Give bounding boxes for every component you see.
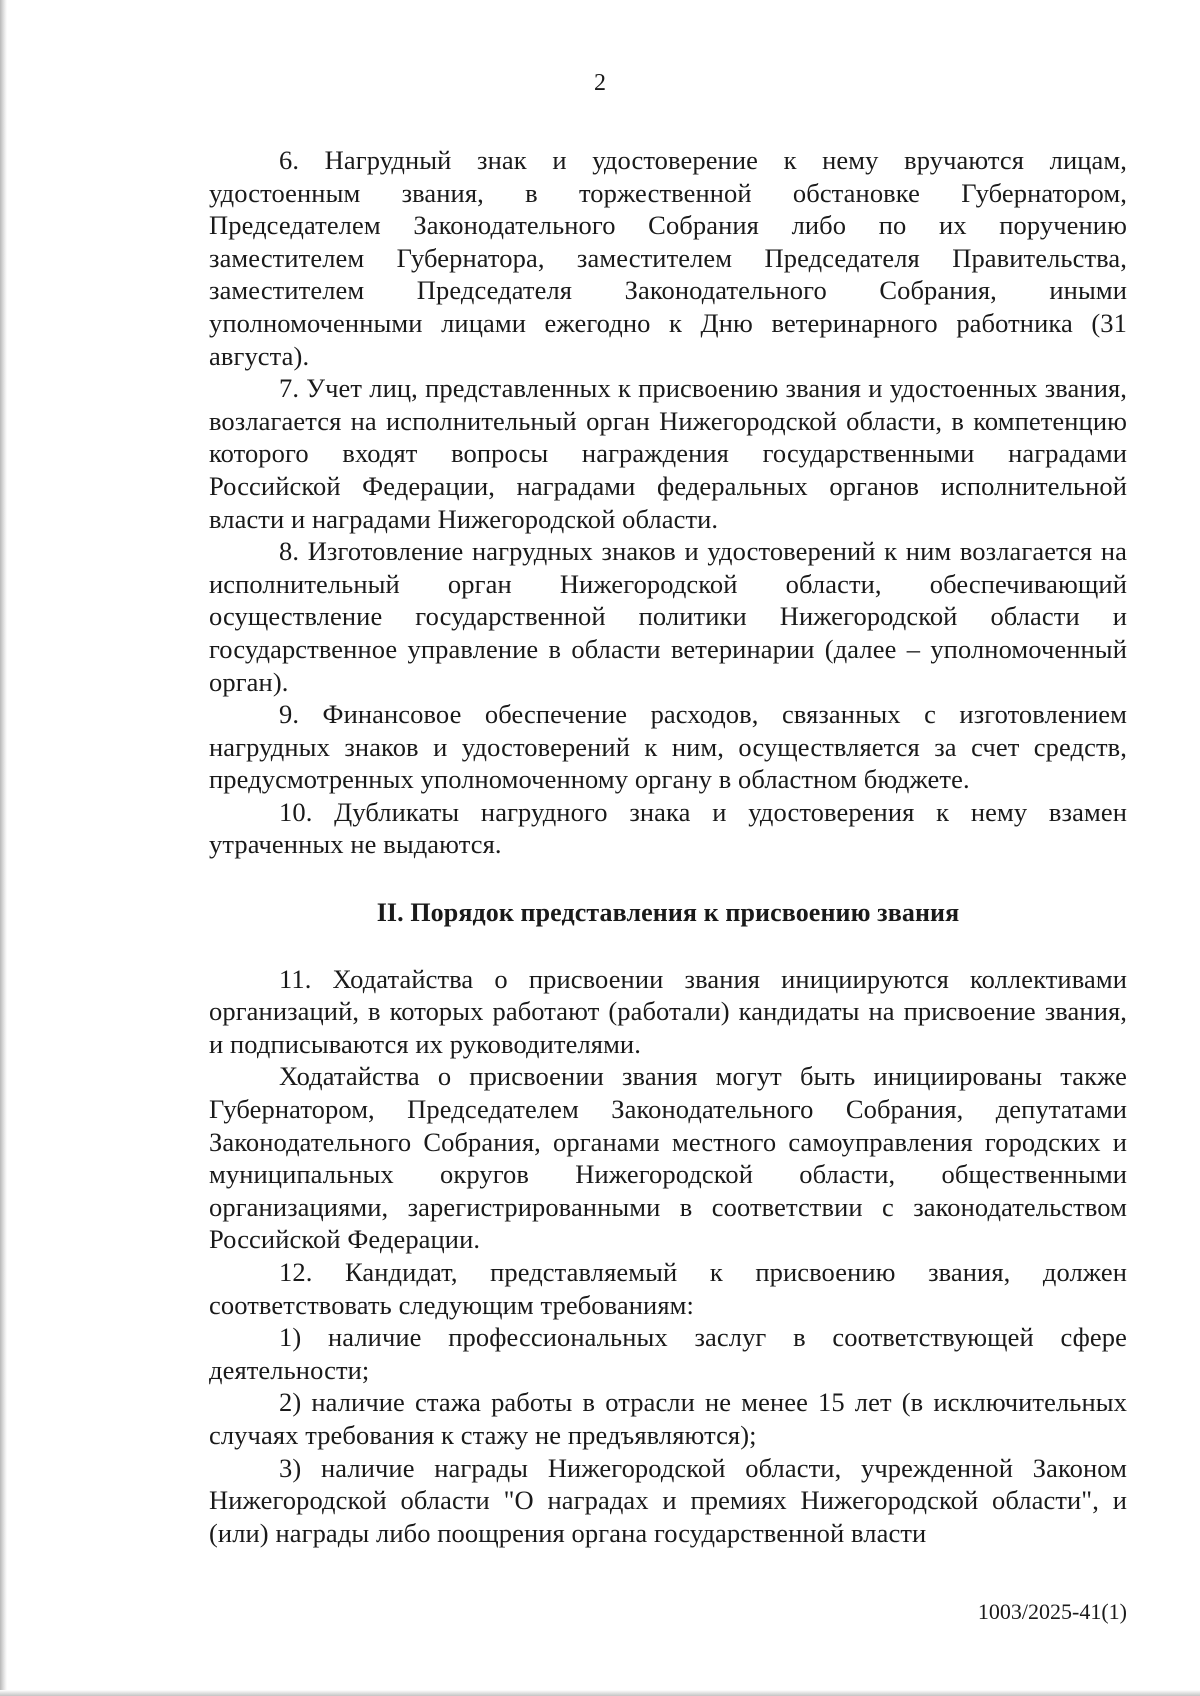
paragraph-6: 6. Нагрудный знак и удостоверение к нему вручаются лицам, удостоенным звания, в торжественной обстановке Губернатором, Председателем Законодательного Собрания либо по их поручению заместителем Губернатора, заместителем Председателя Правительства, заместителем Председателя Законодательного Собрания, иными уполномоченными лицами ежегодно к Дню ветеринарного работника (31 августа). [209, 145, 1127, 371]
requirement-1: 1) наличие профессиональных заслуг в соответствующей сфере деятельности; [209, 1322, 1127, 1385]
scan-edge-left [0, 0, 7, 1696]
scan-edge-bottom [0, 1690, 1200, 1696]
document-code: 1003/2025-41(1) [977, 1599, 1127, 1624]
paragraph-11-continuation: Ходатайства о присвоении звания могут быть инициированы также Губернатором, Председателем Законодательного Собрания, депутатами Законодательного Собрания, органами местного самоуправления городских и муниципальных округов Нижегородской области, общественными организациями, зарегистрированными в соответствии с законодательством Российской Федерации. [209, 1061, 1127, 1255]
section-heading: II. Порядок представления к присвоению звания [376, 898, 960, 928]
requirement-3: 3) наличие награды Нижегородской области, учрежденной Законом Нижегородской области "О наградах и премиях Нижегородской области", и (или) награды либо поощрения органа государственной власти [209, 1452, 1127, 1548]
paragraph-7: 7. Учет лиц, представленных к присвоению звания и удостоенных звания, возлагается на исполнительный орган Нижегородской области, в компетенцию которого входят вопросы награждения государственными наградами Российской Федерации, наградами федеральных органов исполнительной власти и наградами Нижегородской области. [209, 373, 1127, 534]
paragraph-9: 9. Финансовое обеспечение расходов, связанных с изготовлением нагрудных знаков и удостоверений к ним, осуществляется за счет средств, предусмотренных уполномоченному органу в областном бюджете. [209, 699, 1127, 795]
paragraph-12: 12. Кандидат, представляемый к присвоению звания, должен соответствовать следующим требованиям: [209, 1257, 1127, 1320]
requirement-2: 2) наличие стажа работы в отрасли не менее 15 лет (в исключительных случаях требования к стажу не предъявляются); [209, 1387, 1127, 1450]
document-body [209, 144, 1127, 1549]
paragraph-11: 11. Ходатайства о присвоении звания инициируются коллективами организаций, в которых работают (работали) кандидаты на присвоение звания, и подписываются их руководителями. [209, 963, 1127, 1059]
paragraph-10: 10. Дубликаты нагрудного знака и удостоверения к нему взамен утраченных не выдаются. [209, 796, 1127, 860]
paragraph-8: 8. Изготовление нагрудных знаков и удостоверений к ним возлагается на исполнительный орган Нижегородской области, обеспечивающий осуществление государственной политики Нижегородской области и государственное управление в области ветеринарии (далее – уполномоченный орган). [209, 536, 1127, 697]
page-number: 2 [594, 70, 606, 96]
